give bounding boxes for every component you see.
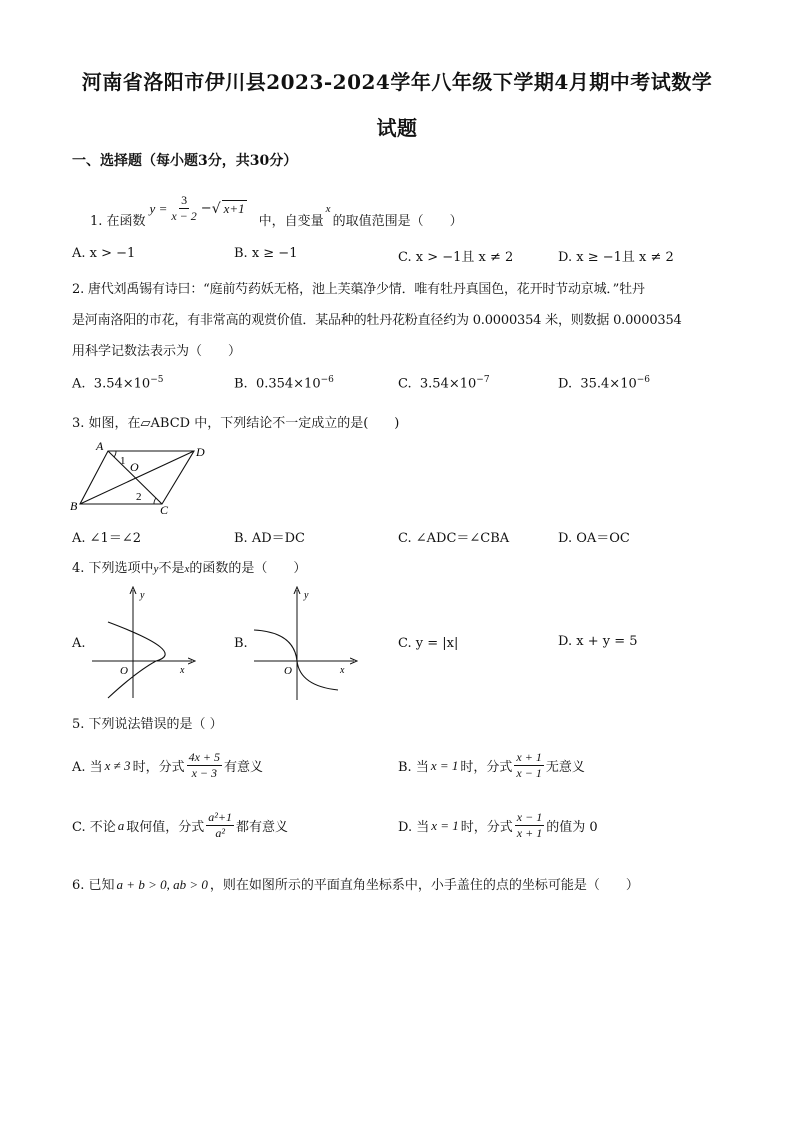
q1-formula-y: y = (149, 200, 168, 216)
q4b-axis-x: x (340, 665, 345, 676)
q4-option-b-label: B. (234, 636, 248, 651)
q1-frac-den: x − 2 (171, 209, 197, 223)
q1-option-a: A. x > −1 (72, 246, 136, 261)
q1-option-b: B. x ≥ −1 (234, 246, 298, 261)
q4a-axis-x: x (180, 665, 185, 676)
parallelogram-figure (68, 440, 208, 516)
q4b-axis-y: y (304, 590, 309, 601)
q5-option-c: C. 不论 a 取何值，分式 $\frac{\text{a²+1}}{\text{a²}}$ 都有意义 (72, 810, 288, 840)
q2-option-d: D. $35.4\times 10^{-6}$ (558, 375, 651, 392)
q1-option-d: D. x ≥ −1且 x ≠ 2 (558, 250, 674, 265)
q1-fraction (169, 193, 198, 224)
q1-sqrt: x+1 (223, 201, 245, 216)
q2-line3: 用科学记数法表示为（ ） (72, 344, 242, 359)
q4-option-c: C. y = |x| (398, 636, 459, 651)
q1-minus: − (200, 201, 212, 216)
exam-title-line2: 试题 (376, 116, 418, 140)
q5-option-b: B. 当 x = 1 时，分式 $\frac{x + 1}{x - 1}$ 无意义 (398, 750, 585, 780)
q1-option-c: C. x > −1且 x ≠ 2 (398, 250, 514, 265)
label-C: C (160, 503, 169, 516)
q1-prefix: 1. 在函数 (90, 214, 146, 229)
q4a-origin: O (120, 665, 128, 677)
section-heading: 一、选择题（每小题3分，共30分） (72, 153, 298, 169)
q4-text: 4. 下列选项中y不是x的函数的是（ ） (72, 561, 307, 576)
exam-title-line1: 河南省洛阳市伊川县2023-2024学年八年级下学期4月期中考试数学 (81, 70, 713, 94)
q3-option-d: D. OA＝OC (558, 531, 630, 546)
label-O: O (130, 460, 139, 474)
q1-suffix-b: 的取值范围是（ ） (332, 214, 463, 229)
q3-option-c: C. ∠ADC＝∠CBA (398, 531, 510, 546)
question-1: 1. 在函数 y = $\frac{3}{x - 2}$ − √ x+1 中，自变量 x 的取值范围是（ ） (90, 193, 463, 229)
label-A: A (96, 440, 104, 453)
q4b-origin: O (284, 665, 292, 677)
label-B: B (70, 499, 78, 513)
q4-option-a-label: A. (72, 636, 86, 651)
q5-option-a: A. 当 x ≠ 3 时，分式 $\frac{4x + 5}{x - 3}$ 有意义 (72, 750, 264, 780)
q1-suffix-a: 中，自变量 (258, 214, 324, 229)
q5-option-d: D. 当 x = 1 时，分式 $\frac{x - 1}{x + 1}$ 的值为 0 (398, 810, 598, 840)
q3-option-a: A. ∠1＝∠2 (72, 531, 141, 546)
question-6: 6. 已知 a + b > 0, ab > 0 ，则在如图所示的平面直角坐标系中，小手盖住的点的坐标可能是（ ） (72, 877, 639, 893)
q2-line1: 2. 唐代刘禹锡有诗曰：“庭前芍药妖无格，池上芙蕖净少情．唯有牡丹真国色，花开时节动京城．”牡丹 (72, 282, 645, 297)
q5-text: 5. 下列说法错误的是（ ） (72, 717, 223, 732)
q3-option-b: B. AD＝DC (234, 531, 305, 546)
label-angle-2: 2 (136, 491, 142, 503)
q2-option-b: B. $0.354\times 10^{-6}$ (234, 375, 334, 392)
q1-var: x (325, 202, 331, 215)
label-D: D (196, 445, 205, 459)
q4a-axis-y: y (140, 590, 145, 601)
q4-option-d: D. x + y = 5 (558, 634, 638, 649)
q4-graph-a (88, 584, 198, 702)
q2-option-c: C. $3.54\times 10^{-7}$ (398, 375, 490, 392)
q2-option-a: A. $3.54\times 10^{-5}$ (72, 375, 164, 392)
q1-frac-num: 3 (181, 193, 188, 207)
q3-text: 3. 如图，在▱ABCD 中，下列结论不一定成立的是( ) (72, 416, 400, 431)
label-angle-1: 1 (120, 455, 126, 467)
q4-graph-b (250, 584, 360, 702)
q2-line2: 是河南洛阳的市花，有非常高的观赏价值．某品种的牡丹花粉直径约为 0.0000354 米，则数据 0.0000354 (72, 313, 682, 328)
